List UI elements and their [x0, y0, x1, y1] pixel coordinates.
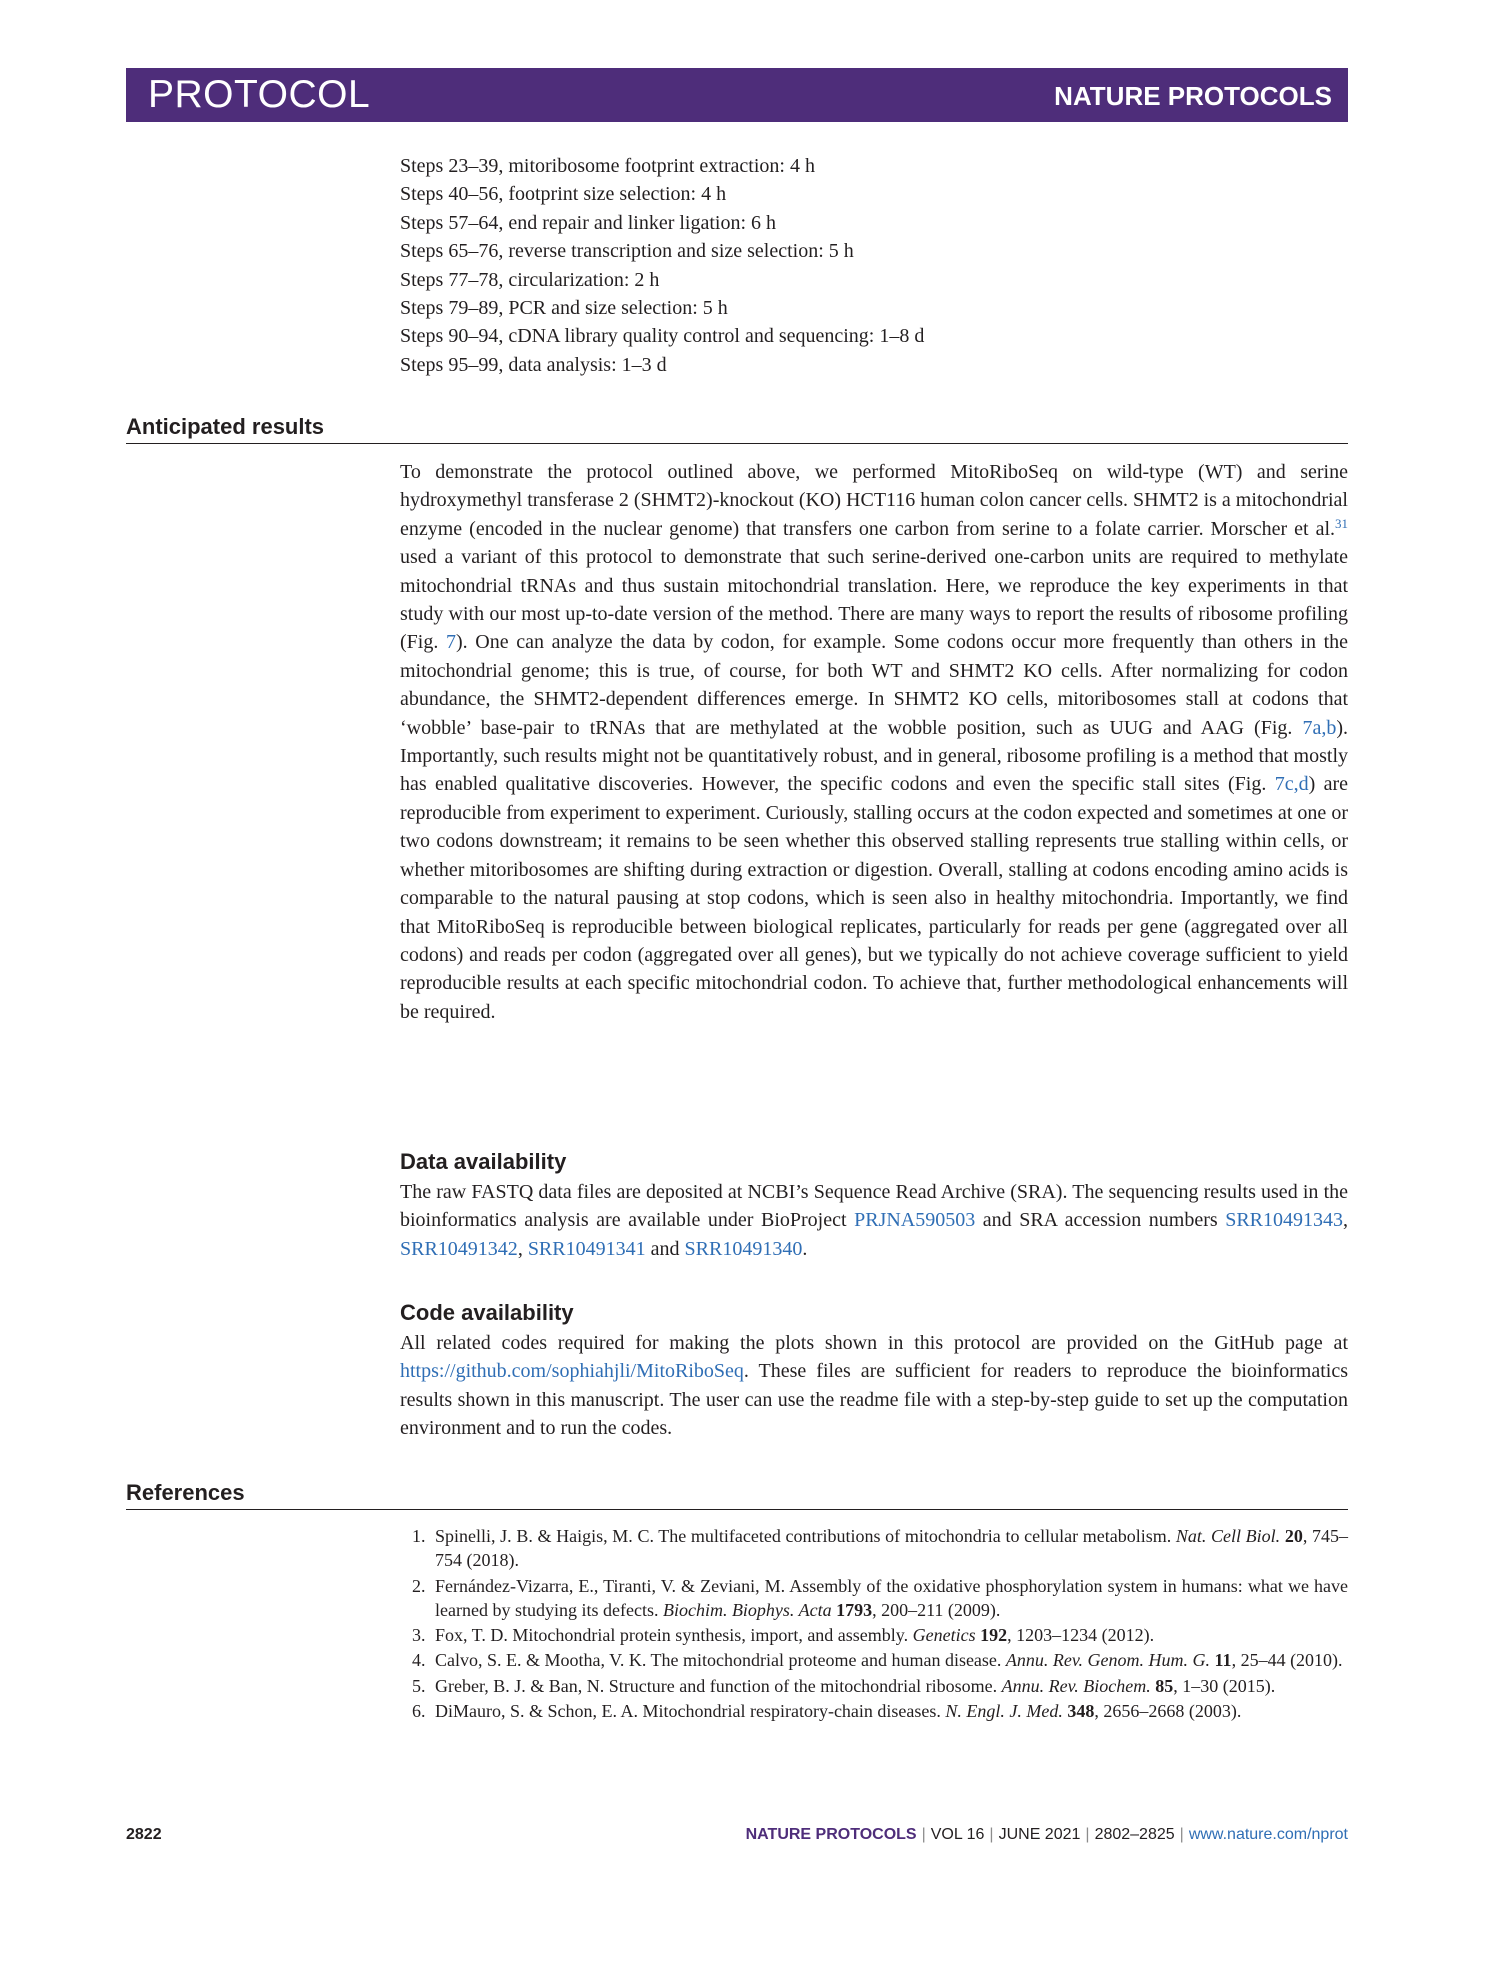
sra-link[interactable]: SRR10491342	[400, 1237, 518, 1260]
volume: 348	[1067, 1700, 1095, 1721]
reference-item	[412, 1524, 1348, 1573]
reference-text	[435, 1648, 1348, 1672]
volume: 85	[1155, 1675, 1174, 1696]
text-run: . These files are sufficient for readers to reproduce the bioinformatics results shown in this manuscript. The user can use the readme file with a step-by-step guide to set up the computation environment and to run the codes.	[400, 1360, 1348, 1440]
text-run: , 1–30 (2015).	[1173, 1675, 1276, 1696]
journal-title: Nat. Cell Biol.	[1175, 1526, 1281, 1546]
timing-item: Steps 90–94, cDNA library quality control and sequencing: 1–8 d	[400, 325, 925, 348]
citation-link[interactable]: 31	[1335, 515, 1348, 531]
section-label: PROTOCOL	[148, 73, 371, 116]
text-run: , 25–44 (2010).	[1231, 1650, 1343, 1671]
footer-pages: 2802–2825	[1094, 1826, 1175, 1843]
text-run: , 2656–2668 (2003).	[1094, 1700, 1242, 1721]
reference-number: 4.	[412, 1650, 426, 1671]
timing-item: Steps 79–89, PCR and size selection: 5 h	[400, 297, 728, 320]
reference-text	[435, 1674, 1348, 1698]
volume: 1793	[836, 1600, 873, 1621]
timing-item: Steps 95–99, data analysis: 1–3 d	[400, 353, 667, 376]
figure-link[interactable]: 7	[445, 631, 456, 654]
reference-number: 2.	[412, 1575, 426, 1596]
volume: 20	[1284, 1526, 1303, 1546]
text-run: DiMauro, S. & Schon, E. A. Mitochondrial respiratory-chain diseases.	[435, 1700, 946, 1721]
journal-name: NATURE PROTOCOLS	[1054, 81, 1332, 111]
subheading-code-availability: Code availability	[400, 1300, 574, 1325]
timing-item: Steps 23–39, mitoribosome footprint extraction: 4 h	[400, 155, 815, 177]
text-run: All related codes required for making the plots shown in this protocol are provided on the GitHub page at	[400, 1332, 1348, 1354]
journal-title: N. Engl. J. Med.	[945, 1700, 1063, 1721]
text-run: and	[645, 1237, 685, 1260]
data-availability-body	[400, 1178, 1348, 1263]
reference-number: 6.	[412, 1700, 426, 1721]
text-run: and SRA accession numbers	[975, 1209, 1226, 1232]
journal-title: Biochim. Biophys. Acta	[662, 1600, 832, 1621]
paragraph	[400, 1178, 1348, 1263]
reference-number: 1.	[412, 1526, 426, 1546]
text-run: ,	[1343, 1209, 1349, 1232]
timing-list	[400, 152, 1348, 379]
reference-list	[412, 1524, 1348, 1724]
reference-text	[435, 1574, 1348, 1623]
text-run: , 745–754 (2018).	[435, 1526, 1348, 1571]
text-run: ). Importantly, such results might not be quantitatively robust, and in general, ribosome profiling is a method that mostly has enabled qualitative discoveries. However, the specific codons and even the specific stall sites (Fig.	[400, 716, 1348, 796]
paragraph	[400, 458, 1348, 1026]
header-bar	[126, 68, 1348, 122]
footer-date: JUNE 2021	[998, 1826, 1081, 1843]
text-run: ) are reproducible from experiment to experiment. Curiously, stalling occurs at the codon expected and sometimes at one or two codons downstream; it remains to be seen whether this observed stalling represents true stalling within cells, or whether mitoribosomes are shifting during extraction or digestion. Overall, stalling at codons encoding amino acids is comparable to the natural pausing at stop codons, which is seen also in healthy mitochondria. Importantly, we find that MitoRiboSeq is reproducible between biological replicates, particularly for reads per gene (aggregated over all codons) and reads per codon (aggregated over all genes), but we typically do not achieve coverage sufficient to yield reproducible results at each specific mitochondrial codon. To achieve that, further methodological enhancements will be required.	[400, 773, 1348, 1023]
section-heading-references: References	[126, 1478, 1348, 1510]
footer-citation	[746, 1826, 1348, 1844]
reference-item	[412, 1648, 1348, 1672]
sra-link[interactable]: SRR10491343	[1225, 1209, 1344, 1232]
section-heading-anticipated-results: Anticipated results	[126, 412, 1348, 444]
reference-text	[435, 1623, 1348, 1647]
text-run: .	[802, 1237, 808, 1260]
code-availability-body	[400, 1329, 1348, 1443]
page-number: 2822	[126, 1826, 162, 1843]
text-run: used a variant of this protocol to demonstrate that such serine-derived one-carbon units are required to methylate mitochondrial tRNAs and thus sustain mitochondrial translation. Here, we reproduce the key experiments in that study with our most up-to-date version of the method. There are many ways to report the results of ribosome profiling (Fig.	[400, 546, 1348, 654]
text-run: Fernández-Vizarra, E., Tiranti, V. & Zeviani, M. Assembly of the oxidative phosphorylation system in humans: what we have learned by studying its defects.	[435, 1575, 1348, 1621]
footer-volume: VOL 16	[930, 1826, 985, 1843]
timing-item: Steps 57–64, end repair and linker ligation: 6 h	[400, 211, 777, 234]
reference-number: 5.	[412, 1675, 426, 1696]
reference-item	[412, 1699, 1348, 1723]
text-run: To demonstrate the protocol outlined above, we performed MitoRiboSeq on wild-type (WT) and serine hydroxymethyl transferase 2 (SHMT2)-knockout (KO) HCT116 human colon cancer cells. SHMT2 is a mitochondrial enzyme (encoded in the nuclear genome) that transfers one carbon from serine to a folate carrier. Morscher et al.	[400, 461, 1348, 540]
text-run: Greber, B. J. & Ban, N. Structure and function of the mitochondrial ribosome.	[435, 1675, 1002, 1696]
volume: 192	[980, 1625, 1008, 1646]
figure-link[interactable]: 7c,d	[1274, 773, 1309, 796]
journal-title: Annu. Rev. Genom. Hum. G.	[1005, 1650, 1211, 1671]
figure-link[interactable]: 7a,b	[1302, 716, 1337, 739]
text-run: Fox, T. D. Mitochondrial protein synthesis, import, and assembly.	[435, 1625, 913, 1646]
paragraph	[400, 1329, 1348, 1443]
timing-item: Steps 65–76, reverse transcription and size selection: 5 h	[400, 240, 854, 263]
reference-text	[435, 1524, 1348, 1573]
footer-separator: |	[1085, 1826, 1090, 1843]
reference-item	[412, 1674, 1348, 1698]
github-link[interactable]: https://github.com/sophiahjli/MitoRiboSeq	[400, 1360, 744, 1383]
volume: 11	[1214, 1650, 1232, 1671]
anticipated-results-body	[400, 458, 1348, 1026]
reference-item	[412, 1623, 1348, 1647]
sra-link[interactable]: SRR10491341	[527, 1237, 646, 1260]
journal-title: Genetics	[912, 1625, 976, 1646]
footer-separator: |	[989, 1826, 994, 1843]
footer-journal: NATURE PROTOCOLS	[745, 1826, 917, 1843]
reference-number: 3.	[412, 1625, 426, 1646]
text-run: ). One can analyze the data by codon, for example. Some codons occur more frequently than others in the mitochondrial genome; this is true, of course, for both WT and SHMT2 KO cells. After normalizing for codon abundance, the SHMT2-dependent differences emerge. In SHMT2 KO cells, mitoribosomes stall at codons that ‘wobble’ base-pair to tRNAs that are methylated at the wobble position, such as UUG and AAG (Fig.	[400, 631, 1349, 739]
footer-separator: |	[1179, 1826, 1184, 1843]
timing-item: Steps 40–56, footprint size selection: 4 h	[400, 183, 727, 206]
journal-title: Annu. Rev. Biochem.	[1001, 1675, 1151, 1696]
text-run: Spinelli, J. B. & Haigis, M. C. The multifaceted contributions of mitochondria to cellular metabolism.	[435, 1526, 1176, 1546]
footer-url-link[interactable]: www.nature.com/nprot	[1188, 1826, 1348, 1843]
sra-link[interactable]: SRR10491340	[684, 1237, 803, 1260]
subheading-data-availability: Data availability	[400, 1149, 567, 1174]
text-run: Calvo, S. E. & Mootha, V. K. The mitochondrial proteome and human disease.	[435, 1650, 1006, 1671]
footer-separator: |	[921, 1826, 926, 1843]
reference-item	[412, 1574, 1348, 1623]
bioproject-link[interactable]: PRJNA590503	[854, 1209, 976, 1232]
text-run: ,	[517, 1237, 528, 1260]
timing-item: Steps 77–78, circularization: 2 h	[400, 268, 660, 291]
text-run: , 200–211 (2009).	[872, 1600, 1001, 1621]
reference-text	[435, 1699, 1348, 1723]
text-run: The raw FASTQ data files are deposited at NCBI’s Sequence Read Archive (SRA). The sequencing results used in the bioinformatics analysis are available under BioProject	[400, 1181, 1348, 1232]
text-run: , 1203–1234 (2012).	[1007, 1625, 1155, 1646]
